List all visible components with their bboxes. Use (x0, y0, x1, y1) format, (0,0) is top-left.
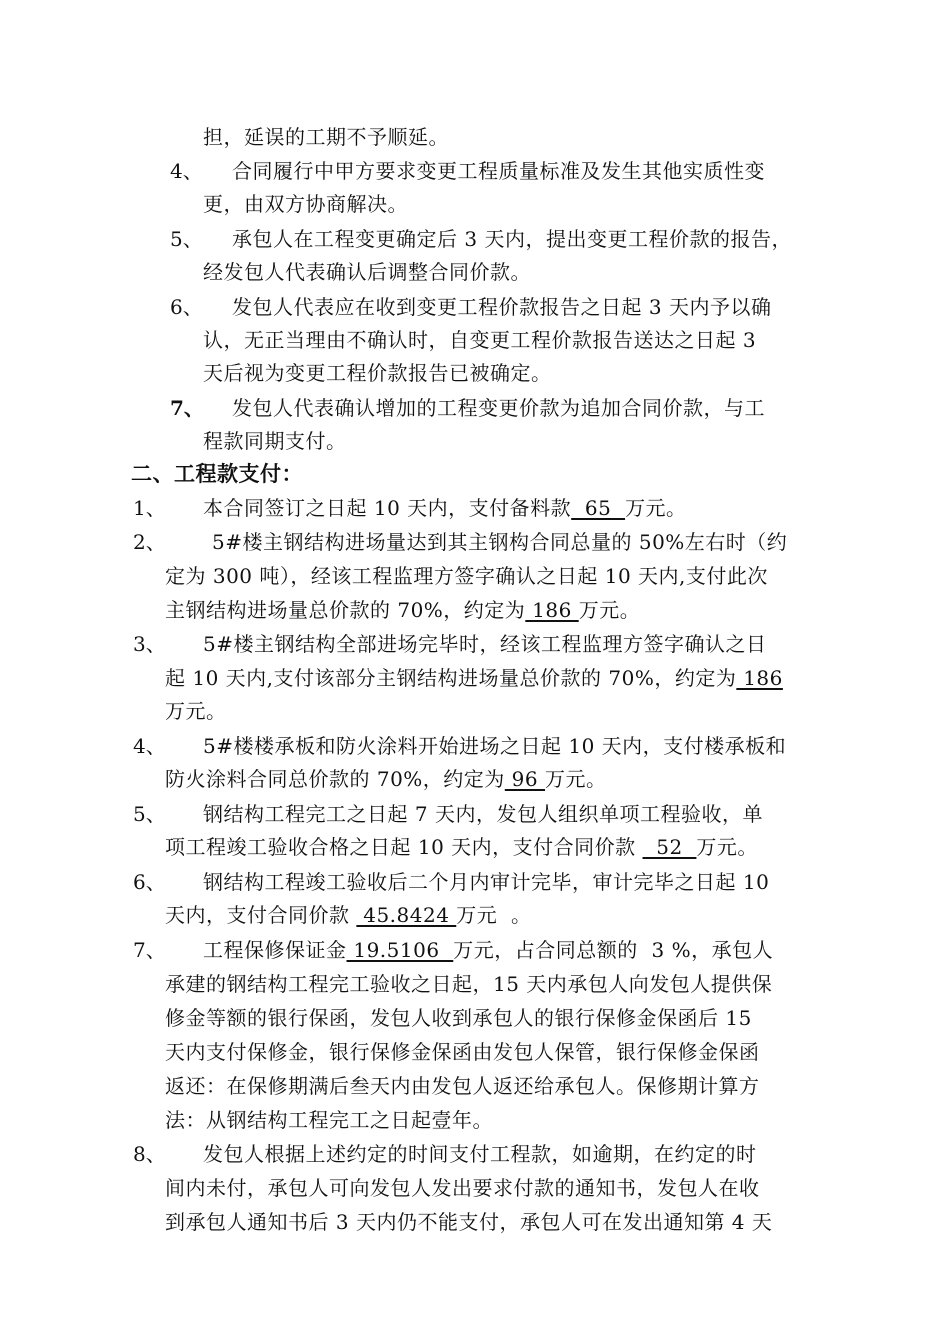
payment-6-amount: 45.8424 (356, 903, 457, 927)
clause-6-number: 6、 (170, 295, 203, 319)
clause-5-number: 5、 (170, 227, 203, 251)
clause-7-number: 7、 (170, 396, 204, 420)
section-heading-payment: 二、工程款支付： (131, 461, 303, 486)
payment-2-line-1: 5#楼主钢结构进场量达到其主钢构合同总量的 50%左右时（约 (212, 530, 788, 554)
payment-2-line-3: 主钢结构进场量总价款的 70%，约定为 186 万元。 (165, 598, 641, 622)
payment-7-line-6: 法：从钢结构工程完工之日起壹年。 (165, 1108, 493, 1132)
payment-7-line-1: 工程保修保证金 19.5106 万元，占合同总额的 3 %，承包人 (203, 938, 774, 962)
payment-1-line-1: 本合同签订之日起 10 天内，支付备料款 65 万元。 (203, 496, 687, 520)
payment-8-line-2: 间内未付，承包人可向发包人发出要求付款的通知书，发包人在收 (165, 1176, 760, 1200)
payment-6-number: 6、 (133, 870, 166, 894)
payment-3-line-1: 5#楼主钢结构全部进场完毕时，经该工程监理方签字确认之日 (203, 632, 767, 656)
clause-7-text-line-2: 程款同期支付。 (203, 429, 347, 453)
payment-3-line-3: 万元。 (165, 699, 227, 723)
payment-4-number: 4、 (133, 734, 166, 758)
payment-4-line-1: 5#楼楼承板和防火涂料开始进场之日起 10 天内，支付楼承板和 (203, 734, 787, 758)
payment-1-amount: 65 (571, 496, 626, 520)
clause-7-text-line-1: 发包人代表确认增加的工程变更价款为追加合同价款，与工 (232, 396, 765, 420)
clause-6-text-line-2: 认，无正当理由不确认时，自变更工程价款报告送达之日起 3 (203, 328, 757, 352)
payment-2-number: 2、 (133, 530, 166, 554)
payment-6-line-2: 天内，支付合同价款 45.8424 万元 。 (165, 903, 532, 927)
payment-1-number: 1、 (133, 496, 166, 520)
payment-5-line-1: 钢结构工程完工之日起 7 天内，发包人组织单项工程验收，单 (203, 802, 763, 826)
payment-7-line-5: 返还：在保修期满后叁天内由发包人返还给承包人。保修期计算方 (165, 1074, 760, 1098)
payment-5-amount: 52 (642, 835, 697, 859)
clause-4-text-line-2: 更，由双方协商解决。 (203, 192, 408, 216)
payment-3-number: 3、 (133, 632, 166, 656)
payment-3-amount: 186 (736, 666, 783, 690)
payment-7-amount: 19.5106 (346, 938, 454, 962)
clause-6-text-line-3: 天后视为变更工程价款报告已被确定。 (203, 361, 552, 385)
payment-8-number: 8、 (133, 1142, 166, 1166)
clause-4-number: 4、 (170, 159, 203, 183)
payment-7-line-4: 天内支付保修金，银行保修金保函由发包人保管，银行保修金保函 (165, 1040, 760, 1064)
payment-7-line-3: 修金等额的银行保函，发包人收到承包人的银行保修金保函后 15 (165, 1006, 752, 1030)
payment-8-line-1: 发包人根据上述约定的时间支付工程款，如逾期，在约定的时 (203, 1142, 757, 1166)
clause-5-text-line-2: 经发包人代表确认后调整合同价款。 (203, 260, 531, 284)
payment-7-line-2: 承建的钢结构工程完工验收之日起，15 天内承包人向发包人提供保 (165, 972, 773, 996)
payment-7-number: 7、 (133, 938, 166, 962)
payment-4-amount: 96 (504, 767, 545, 791)
payment-6-line-1: 钢结构工程竣工验收后二个月内审计完毕，审计完毕之日起 10 (203, 870, 770, 894)
clause-5-text-line-1: 承包人在工程变更确定后 3 天内，提出变更工程价款的报告， (232, 227, 792, 251)
payment-2-line-2: 定为 300 吨），经该工程监理方签字确认之日起 10 天内,支付此次 (165, 564, 768, 588)
payment-5-line-2: 项工程竣工验收合格之日起 10 天内，支付合同价款 52 万元。 (165, 835, 758, 859)
payment-2-amount: 186 (525, 598, 579, 622)
clause-6-text-line-1: 发包人代表应在收到变更工程价款报告之日起 3 天内予以确 (232, 295, 772, 319)
clause-3-text-line-2: 担，延误的工期不予顺延。 (203, 125, 449, 149)
payment-3-line-2: 起 10 天内,支付该部分主钢结构进场量总价款的 70%，约定为 186 (165, 666, 783, 690)
payment-5-number: 5、 (133, 802, 166, 826)
payment-4-line-2: 防火涂料合同总价款的 70%，约定为 96 万元。 (165, 767, 607, 791)
clause-4-text-line-1: 合同履行中甲方要求变更工程质量标准及发生其他实质性变 (232, 159, 765, 183)
payment-8-line-3: 到承包人通知书后 3 天内仍不能支付，承包人可在发出通知第 4 天 (165, 1210, 773, 1234)
